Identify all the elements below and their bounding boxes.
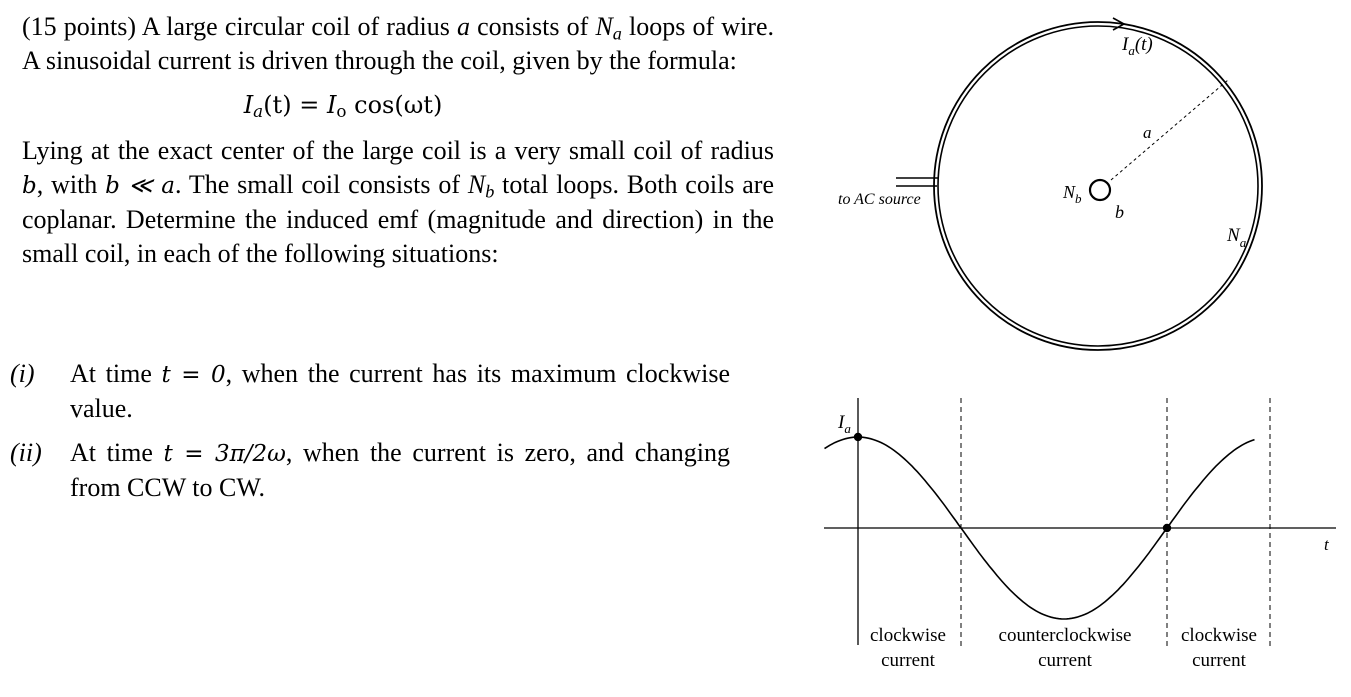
curve-marker-point bbox=[854, 433, 862, 441]
x-axis-label: t bbox=[1324, 535, 1329, 554]
p2-text-1: Lying at the exact center of the large coil is a very small coil of radius bbox=[22, 136, 774, 165]
var-Nb-sub: b bbox=[485, 181, 495, 202]
region-label: current bbox=[881, 650, 935, 671]
question-math: t = 0 bbox=[161, 362, 226, 388]
eq-lhs-sub: a bbox=[253, 101, 264, 122]
p2-text-2: , with bbox=[36, 170, 106, 199]
p2-text-3: . The small coil consists of bbox=[175, 170, 468, 199]
radius-a-label: a bbox=[1143, 123, 1152, 142]
region-label: current bbox=[1038, 650, 1092, 671]
p2-text-4: total loops. Both coils are coplanar. Determine the induced emf (magnitude and direction) in the small coil, in each of the following situations: bbox=[22, 170, 774, 268]
intro-text-3: loops of wire. A sinusoidal current is driven through the coil, given by the formula: bbox=[22, 12, 775, 75]
question-number: (ii) bbox=[10, 438, 42, 467]
period-boundaries bbox=[961, 398, 1270, 648]
var-N-sub: a bbox=[612, 23, 622, 44]
question-text: , when the current is zero, and changing from CCW to CW. bbox=[70, 438, 731, 502]
var-a: a bbox=[457, 12, 470, 41]
question-text: At time bbox=[70, 359, 162, 388]
curve-marker-point bbox=[1163, 524, 1171, 532]
eq-lhs-arg: (t) = bbox=[263, 91, 327, 119]
current-label: $I_a(t)$ bbox=[1122, 34, 1153, 58]
question-text: , when the current has its maximum clockwise value. bbox=[70, 359, 730, 423]
small-radius-label: b bbox=[1115, 202, 1124, 222]
small-coil-label: $N_b$ bbox=[1063, 182, 1082, 206]
region-label: current bbox=[1192, 650, 1246, 671]
eq-lhs-var: I bbox=[243, 91, 254, 119]
intro-text-1: (15 points) A large circular coil of radius bbox=[22, 12, 457, 41]
intro-text-2: consists of bbox=[470, 12, 596, 41]
condition-b-much-less-a: b ≪ a bbox=[105, 173, 175, 199]
curve-markers bbox=[854, 433, 1171, 532]
region-label: clockwise bbox=[870, 625, 946, 646]
region-label: counterclockwise bbox=[998, 625, 1132, 646]
large-coil-label: $N_a$ bbox=[1227, 225, 1247, 250]
ac-source-label: to AC source bbox=[838, 191, 921, 208]
question-text: At time bbox=[70, 438, 164, 467]
region-label: clockwise bbox=[1181, 625, 1257, 646]
var-N: N bbox=[595, 12, 613, 41]
eq-rhs-sub: o bbox=[336, 101, 347, 122]
var-Nb: N bbox=[467, 170, 486, 199]
eq-rhs-var: I bbox=[326, 91, 337, 119]
var-b: b bbox=[22, 173, 37, 199]
eq-rhs-rest: cos(ωt) bbox=[346, 91, 443, 119]
question-math: t = 3π/2ω bbox=[163, 441, 286, 467]
question-number: (i) bbox=[10, 359, 35, 388]
y-axis-label: $I_a$ bbox=[838, 412, 851, 436]
